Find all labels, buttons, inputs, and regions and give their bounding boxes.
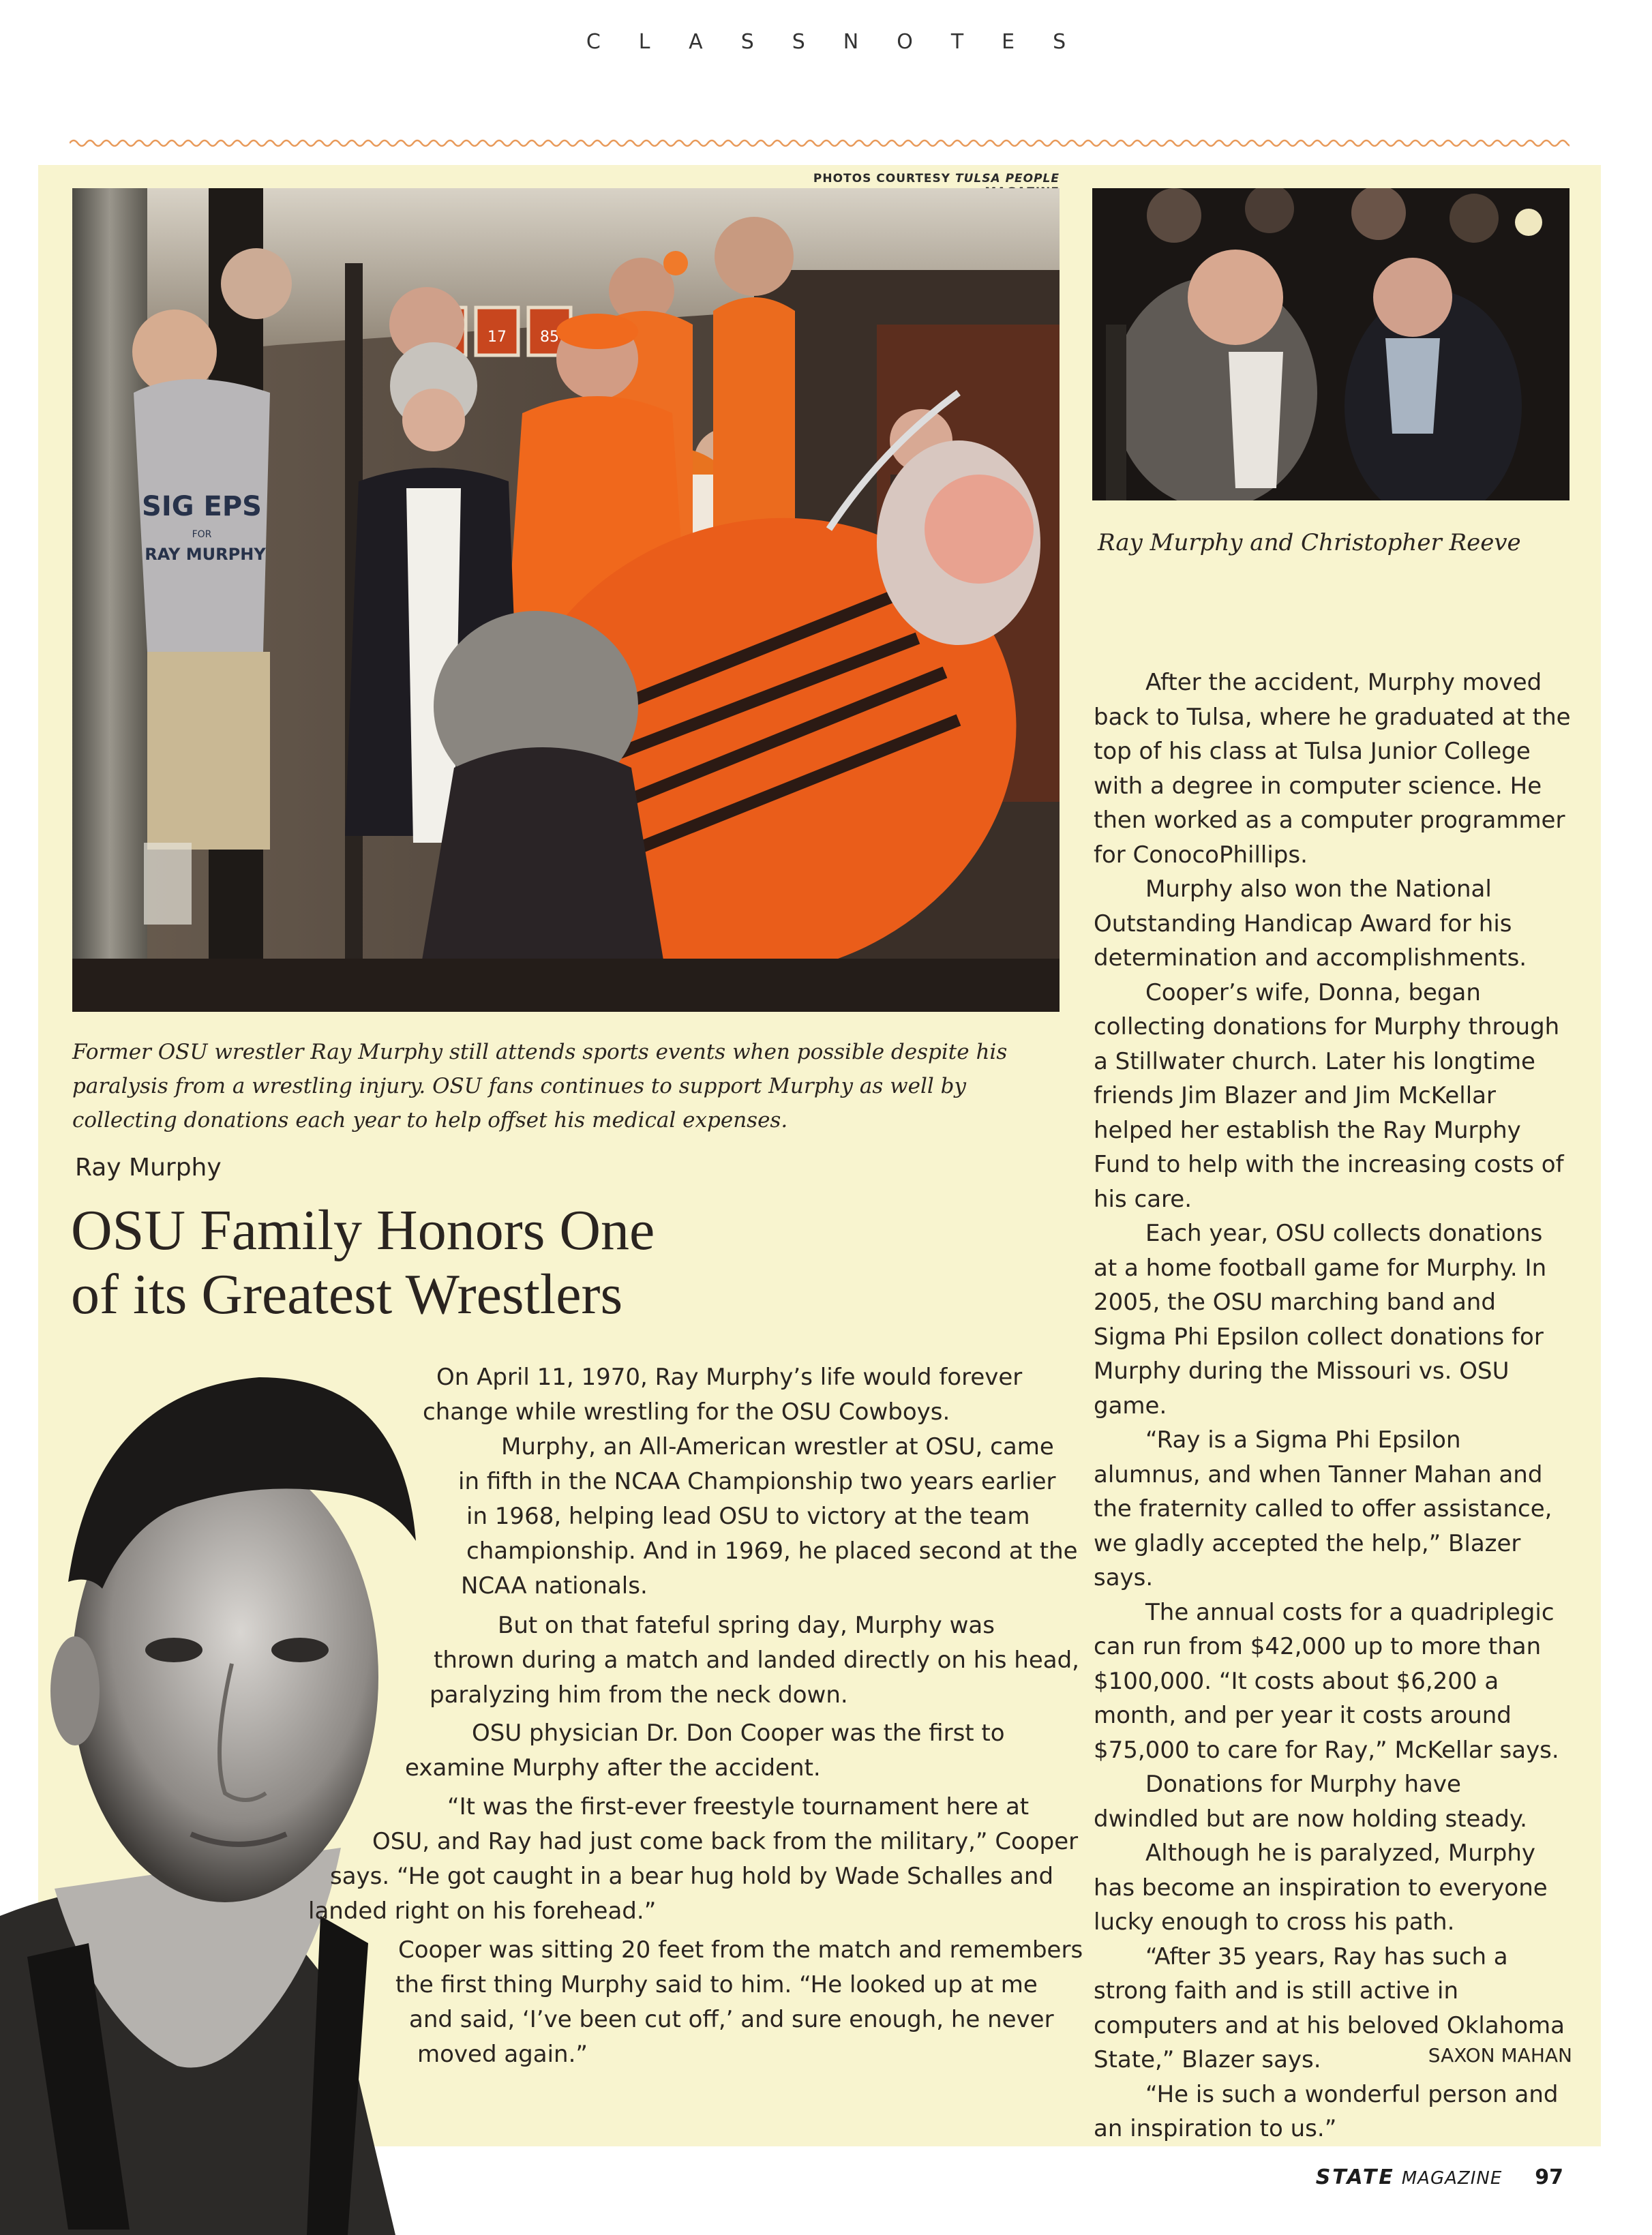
- paragraph: “He is such a wonderful person and an inspiration to us.”: [1094, 2080, 1559, 2142]
- text-line: examine Murphy after the accident.: [405, 1754, 821, 1782]
- text-line: OSU, and Ray had just come back from the military,” Cooper: [372, 1828, 1079, 1855]
- text-line: NCAA nationals.: [461, 1572, 648, 1600]
- reeve-photo: [1092, 188, 1570, 500]
- text-line: change while wrestling for the OSU Cowboys.: [423, 1398, 950, 1426]
- main-event-photo: [72, 188, 1060, 1012]
- headline-line1: OSU Family Honors One: [71, 1199, 655, 1262]
- text-line: paralyzing him from the neck down.: [430, 1681, 848, 1709]
- jersey-number: 17: [487, 329, 507, 346]
- magazine-label: MAGAZINE: [1401, 2168, 1503, 2189]
- paragraph: Cooper’s wife, Donna, began collecting donations for Murphy through a Stillwater church. Later his longtime friends Jim Blazer and Jim McKellar helped her establish the Ray Murphy Fund to help with the increasing costs of his care.: [1094, 978, 1564, 1213]
- paragraph: After the accident, Murphy moved back to Tulsa, where he graduated at the top of his class at Tulsa Junior College with a degree in computer science. He then worked as a computer programmer for ConocoPhillips.: [1094, 669, 1571, 869]
- photo-credit: PHOTOS COURTESY TULSA PEOPLE: [813, 172, 1060, 185]
- text-line: But on that fateful spring day, Murphy was: [498, 1612, 995, 1639]
- text-line: thrown during a match and landed directly on his head,: [434, 1647, 1079, 1674]
- paragraph: Murphy also won the National Outstanding Handicap Award for his determination and accomplishments.: [1094, 875, 1527, 972]
- article-headline: [71, 1199, 821, 1327]
- paragraph: The annual costs for a quadriplegic can run from $42,000 up to more than $100,000. “It costs about $6,200 a month, and per year it costs around $75,000 to care for Ray,” McKellar says.: [1094, 1598, 1559, 1764]
- shirt-text: SIG EPS: [142, 491, 262, 522]
- text-line: Cooper was sitting 20 feet from the match and remembers: [398, 1936, 1083, 1964]
- byline: SAXON MAHAN: [1428, 2044, 1572, 2067]
- text-line: landed right on his forehead.”: [308, 1897, 657, 1925]
- text-line: OSU physician Dr. Don Cooper was the first to: [472, 1720, 1005, 1747]
- page-number: 97: [1535, 2165, 1563, 2189]
- page-footer: [1316, 2165, 1563, 2189]
- text-line: in fifth in the NCAA Championship two years earlier: [458, 1468, 1056, 1495]
- text-line: Murphy, an All-American wrestler at OSU, came: [501, 1433, 1054, 1460]
- section-header: CLASSNOTES: [586, 30, 1105, 54]
- text-line: the first thing Murphy said to him. “He looked up at me: [395, 1971, 1038, 1998]
- paragraph: Although he is paralyzed, Murphy has become an inspiration to everyone lucky enough to cross his path.: [1094, 1840, 1548, 1936]
- paragraph: Each year, OSU collects donations at a home football game for Murphy. In 2005, the OSU marching band and Sigma Phi Epsilon collect donations for Murphy during the Missouri vs. OSU game.: [1094, 1220, 1547, 1420]
- main-photo-caption: Former OSU wrestler Ray Murphy still attends sports events when possible despite his paralysis from a wrestling injury. OSU fans continues to support Murphy as well by collecting donations each year to help offset his medical expenses.: [72, 1040, 1008, 1132]
- text-line: moved again.”: [417, 2041, 588, 2068]
- text-line: “It was the first-ever freestyle tournament here at: [447, 1793, 1030, 1820]
- text-line: says. “He got caught in a bear hug hold by Wade Schalles and: [330, 1863, 1054, 1890]
- article-column-2: [1094, 665, 1571, 2146]
- portrait-label: Ray Murphy: [75, 1154, 222, 1182]
- paragraph: Donations for Murphy have dwindled but are now holding steady.: [1094, 1771, 1527, 1833]
- paragraph: “After 35 years, Ray has such a strong faith and is still active in computers and at his beloved Oklahoma State,” Blazer says.: [1094, 1942, 1565, 2073]
- text-line: in 1968, helping lead OSU to victory at the team: [466, 1503, 1030, 1530]
- magazine-brand: STATE: [1315, 2165, 1395, 2189]
- jersey-number: 85: [540, 329, 559, 346]
- headline-line2: of its Greatest Wrestlers: [71, 1263, 623, 1326]
- text-line: and said, ‘I’ve been cut off,’ and sure enough, he never: [409, 2006, 1054, 2033]
- shirt-text-name: RAY MURPHY: [145, 545, 266, 564]
- text-line: championship. And in 1969, he placed second at the: [466, 1537, 1078, 1565]
- wavy-divider: [70, 135, 1570, 151]
- shirt-text-sub: FOR: [192, 529, 212, 540]
- reeve-caption: Ray Murphy and Christopher Reeve: [1098, 529, 1521, 556]
- portrait-photo: [0, 1357, 443, 2235]
- paragraph: “Ray is a Sigma Phi Epsilon alumnus, and when Tanner Mahan and the fraternity called to offer assistance, we gladly accepted the help,” Blazer says.: [1094, 1426, 1552, 1591]
- text-line: On April 11, 1970, Ray Murphy’s life would forever: [436, 1364, 1023, 1391]
